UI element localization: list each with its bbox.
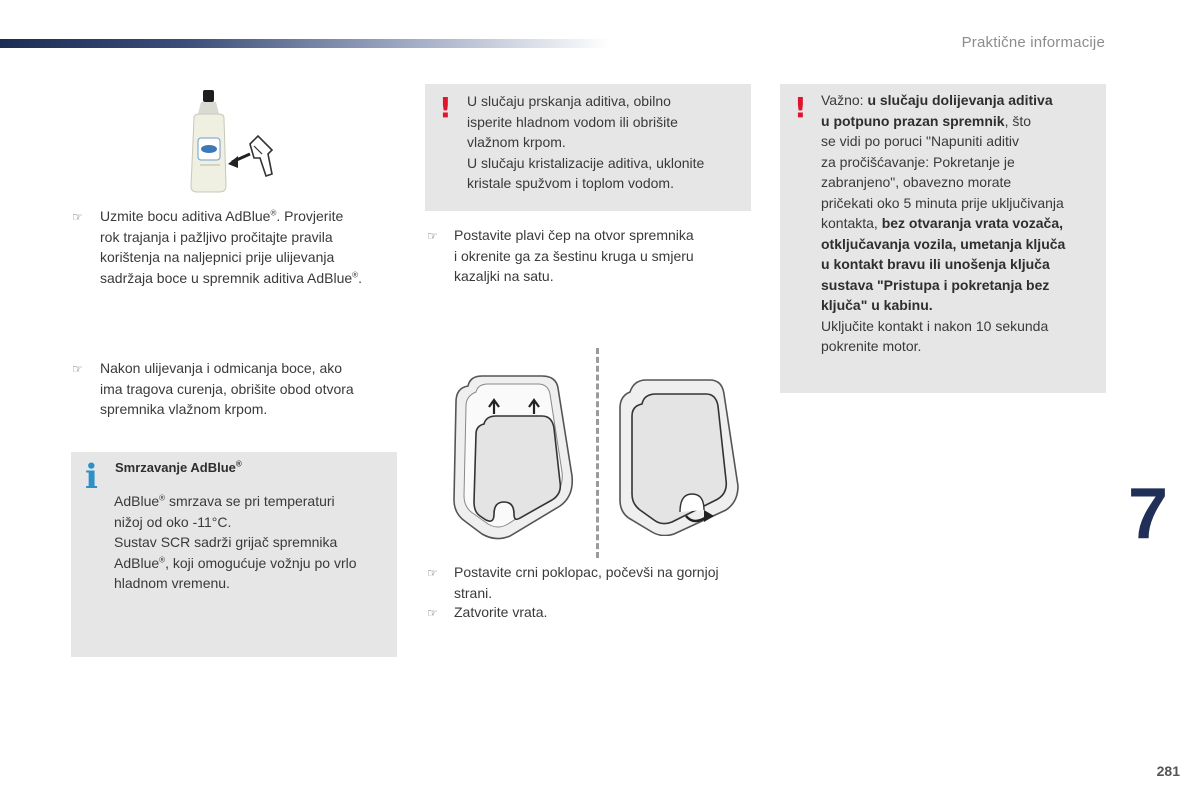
illustration-divider: [596, 348, 599, 558]
warning-box: [425, 84, 751, 211]
info-icon: i: [85, 457, 98, 497]
bullet-hand-icon: [427, 229, 438, 243]
chapter-number: 7: [1128, 474, 1169, 554]
exclamation-icon: !: [794, 91, 807, 124]
info-box: [71, 452, 397, 657]
bullet-text: Uzmite bocu aditiva AdBlue®. Provjerite rok trajanja i pažljivo pročitajte pravila korištenja na naljepnici prije ulijevanja sadržaja boce u spremnik aditiva AdBlue®.: [100, 208, 362, 286]
warning-box-text: U slučaju prskanja aditiva, obilno isperite hladnom vodom ili obrišite vlažnom krpom. U slučaju kristalizacije aditiva, uklonite kristale spužvom i toplom vodom.: [467, 93, 705, 191]
warning-box-text: Važno: u slučaju dolijevanja aditiva u potpuno prazan spremnik, što se vidi po poruci "Napuniti aditiv za pročišćavanje: Pokretanje je zabranjeno", obavezno morate pričekati oko 5 minuta prije uključivanja kontakta, bez otvaranja vrata vozača, otključavanja vozila, umetanja ključa u kontakt bravu ili unošenja ključa sustava "Pristupa i pokretanja bez ključa" u kabinu. Uključite kontakt i nakon 10 sekunda pokrenite motor.: [821, 92, 1066, 354]
bullet-hand-icon: [427, 606, 438, 620]
page-number: 281: [1156, 763, 1180, 779]
bullet-hand-icon: [72, 210, 83, 224]
section-title: Praktične informacije: [961, 34, 1105, 51]
bullet-text: Postavite plavi čep na otvor spremnika i okrenite ga za šestinu kruga u smjeru kazaljki na satu.: [454, 227, 694, 284]
adblue-bottle-illustration: [188, 88, 278, 196]
bullet-text: Nakon ulijevanja i odmicanja boce, ako ima tragova curenja, obrišite obod otvora spremnika vlažnom krpom.: [100, 360, 354, 417]
bullet-text: Zatvorite vrata.: [454, 604, 548, 620]
bullet-text: Postavite crni poklopac, počevši na gornjoj strani.: [454, 564, 719, 601]
filler-cap-closed-illustration: [612, 376, 742, 536]
info-box-text: AdBlue® smrzava se pri temperaturi nižoj od oko -11°C. Sustav SCR sadrži grijač spremnika AdBlue®, koji omogućuje vožnju po vrlo hladnom vremenu.: [114, 493, 357, 591]
exclamation-icon: !: [439, 91, 452, 124]
header-color-bar: [0, 39, 610, 48]
important-warning-box: [780, 84, 1106, 393]
bullet-hand-icon: [72, 362, 83, 376]
info-box-title: Smrzavanje AdBlue®: [115, 459, 242, 475]
filler-cap-open-illustration: [448, 372, 578, 542]
bullet-hand-icon: [427, 566, 438, 580]
